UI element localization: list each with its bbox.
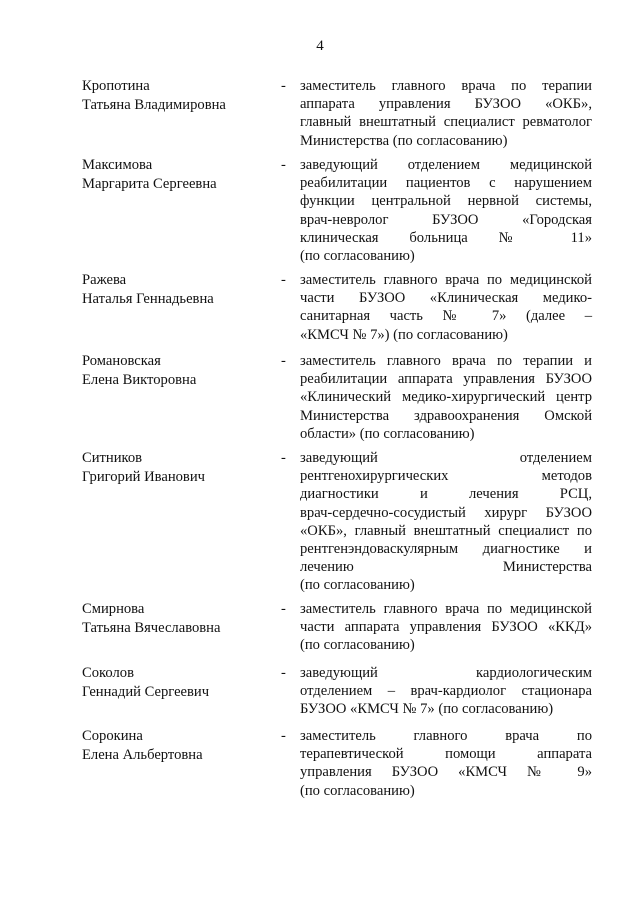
description-line: рентгенэндоваскулярным диагностике и [300, 541, 592, 558]
dash-separator: - [281, 728, 286, 744]
description-line: заведующий кардиологическим [300, 665, 592, 681]
description-line: «КМСЧ № 7») (по согласованию) [300, 326, 508, 343]
position-description [300, 727, 592, 800]
description-line: области» (по согласованию) [300, 425, 475, 442]
person-name [82, 664, 277, 702]
person-name [82, 77, 277, 115]
description-line: управления БУЗОО «КМСЧ № 9» [300, 764, 592, 781]
person-surname: Соколов [82, 665, 134, 681]
description-line: Министерства (по согласованию) [300, 132, 508, 149]
person-surname: Романовская [82, 353, 161, 369]
dash-separator: - [281, 601, 286, 617]
person-surname: Смирнова [82, 601, 145, 617]
description-line: клиническая больница № 11» [300, 229, 592, 246]
description-line: врач-сердечно-сосудистый хирург БУЗОО [300, 504, 592, 521]
description-line: заместитель главного врача по медицинской [300, 272, 592, 288]
page-number: 4 [316, 38, 324, 54]
description-line: заместитель главного врача по [300, 728, 592, 744]
person-name [82, 727, 277, 765]
description-line: главный внештатный специалист ревматолог [300, 114, 592, 131]
dash-separator: - [281, 665, 286, 681]
description-line: отделением – врач-кардиолог стационара [300, 683, 592, 700]
position-description [300, 77, 592, 150]
position-description [300, 156, 592, 265]
person-given-names: Татьяна Вячеславовна [82, 620, 221, 636]
description-line: диагностики и лечения РСЦ, [300, 486, 592, 503]
description-line: реабилитации аппарата управления БУЗОО [300, 371, 592, 388]
person-name [82, 271, 277, 309]
description-line: врач-невролог БУЗОО «Городская [300, 211, 592, 228]
description-line: рентгенохирургических методов [300, 468, 592, 485]
person-given-names: Наталья Геннадьевна [82, 291, 214, 307]
description-line: функции центральной нервной системы, [300, 193, 592, 210]
description-line: (по согласованию) [300, 248, 415, 265]
person-name [82, 600, 277, 638]
position-description [300, 600, 592, 655]
dash-separator: - [281, 78, 286, 94]
position-description [300, 449, 592, 595]
description-line: «Клинический медико-хирургический центр [300, 389, 592, 406]
person-given-names: Григорий Иванович [82, 469, 205, 485]
description-line: БУЗОО «КМСЧ № 7» (по согласованию) [300, 701, 554, 718]
description-line: части аппарата управления БУЗОО «ККД» [300, 619, 592, 636]
person-surname: Максимова [82, 157, 153, 173]
description-line: части БУЗОО «Клиническая медико- [300, 290, 592, 307]
dash-separator: - [281, 450, 286, 466]
description-line: лечению Министерства [300, 559, 592, 576]
dash-separator: - [281, 353, 286, 369]
description-line: заместитель главного врача по медицинской [300, 601, 592, 617]
description-line: санитарная часть № 7» (далее – [300, 308, 592, 325]
position-description [300, 352, 592, 443]
dash-separator: - [281, 157, 286, 173]
person-name [82, 449, 277, 487]
dash-separator: - [281, 272, 286, 288]
person-surname: Кропотина [82, 78, 150, 94]
person-given-names: Елена Альбертовна [82, 747, 203, 763]
person-name [82, 156, 277, 194]
description-line: заместитель главного врача по терапии и [300, 353, 592, 369]
description-line: терапевтической помощи аппарата [300, 746, 592, 763]
person-given-names: Маргарита Сергеевна [82, 176, 217, 192]
person-surname: Сорокина [82, 728, 143, 744]
description-line: заведующий отделением медицинской [300, 157, 592, 173]
description-line: аппарата управления БУЗОО «ОКБ», [300, 96, 592, 113]
person-surname: Ражева [82, 272, 127, 288]
person-name [82, 352, 277, 390]
description-line: заместитель главного врача по терапии [300, 78, 592, 94]
description-line: (по согласованию) [300, 637, 415, 654]
description-line: заведующий отделением [300, 450, 592, 466]
description-line: (по согласованию) [300, 782, 415, 799]
description-line: Министерства здравоохранения Омской [300, 407, 592, 424]
description-line: реабилитации пациентов с нарушением [300, 175, 592, 192]
person-surname: Ситников [82, 450, 143, 466]
position-description [300, 271, 592, 344]
person-given-names: Елена Викторовна [82, 372, 197, 388]
person-given-names: Геннадий Сергеевич [82, 684, 210, 700]
description-line: «ОКБ», главный внештатный специалист по [300, 522, 592, 539]
position-description [300, 664, 592, 719]
person-given-names: Татьяна Владимировна [82, 97, 226, 113]
description-line: (по согласованию) [300, 577, 415, 594]
